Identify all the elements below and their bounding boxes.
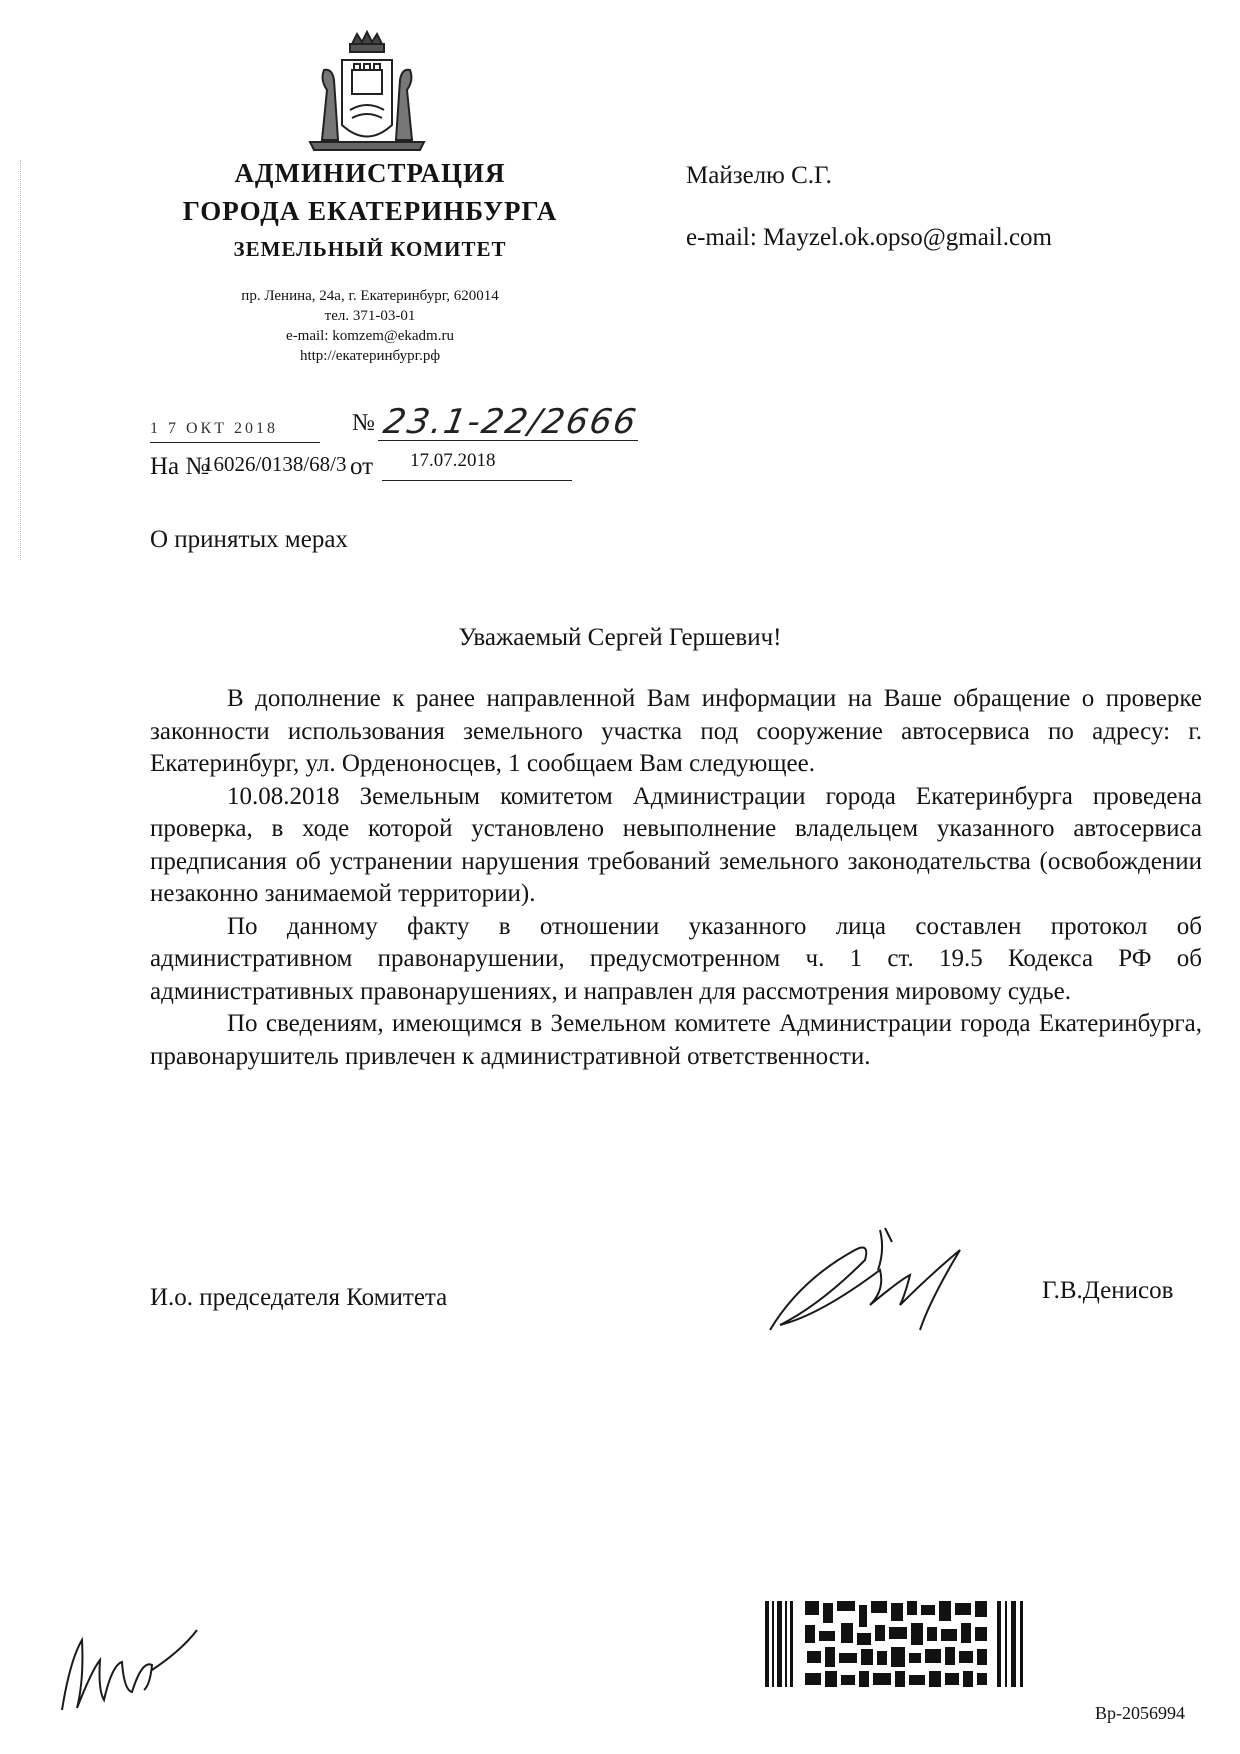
- body-paragraph: 10.08.2018 Земельным комитетом Администрации города Екатеринбурга проведена проверка, в ходе которой установлено невыполнение владельцем указанного автосервиса предписания об устранении нарушения требований земельного законодательства (освобождении незаконно занимаемой территории).: [150, 782, 1202, 907]
- outgoing-date-stamp: 1 7 ОКТ 2018: [150, 420, 278, 437]
- recipient-email: e-mail: Mayzel.ok.opso@gmail.com: [686, 224, 1052, 251]
- org-email: e-mail: komzem@ekadm.ru: [286, 328, 454, 344]
- signatory-name: Г.В.Денисов: [1042, 1277, 1174, 1304]
- letter-subject: О принятых мерах: [150, 526, 348, 553]
- reference-date-underline: [382, 480, 572, 481]
- letter-body: [150, 683, 1202, 1073]
- document-barcode: [765, 1597, 1030, 1697]
- reference-date: 17.07.2018: [410, 450, 496, 471]
- body-paragraph: В дополнение к ранее направленной Вам информации на Ваше обращение о проверке законности использования земельного участка под сооружение автосервиса по адресу: г. Екатеринбург, ул. Орденоносцев, 1 сообщаем Вам следующее.: [150, 685, 1202, 777]
- org-phone: тел. 371-03-01: [324, 308, 416, 324]
- org-department: ЗЕМЕЛЬНЫЙ КОМИТЕТ: [233, 237, 507, 261]
- org-name-line1: АДМИНИСТРАЦИЯ: [234, 158, 506, 188]
- org-address: пр. Ленина, 24а, г. Екатеринбург, 620014: [241, 288, 499, 304]
- visa-signature: [52, 1620, 202, 1720]
- date-underline: [150, 442, 320, 443]
- scan-edge-dots: [20, 160, 24, 560]
- number-label: №: [352, 410, 375, 436]
- outgoing-number: 23.1-22/2666: [380, 402, 641, 442]
- recipient-name: Майзелю С.Г.: [686, 162, 832, 189]
- org-website: http://екатеринбург.рф: [299, 348, 441, 364]
- salutation: Уважаемый Сергей Гершевич!: [458, 624, 782, 651]
- handwritten-signature: [760, 1220, 990, 1340]
- barcode-number: Вр-2056994: [1095, 1703, 1185, 1723]
- body-paragraph: По сведениям, имеющимся в Земельном комитете Администрации города Екатеринбурга, правонарушитель привлечен к административной ответственности.: [150, 1010, 1202, 1070]
- number-underline: [378, 440, 638, 441]
- org-name-line2: ГОРОДА ЕКАТЕРИНБУРГА: [182, 196, 558, 226]
- reference-label: На №: [150, 453, 210, 480]
- body-paragraph: По данному факту в отношении указанного лица составлен протокол об административном правонарушении, предусмотренном ч. 1 ст. 19.5 Кодекса РФ об административных правонарушениях, и направлен для рассмотрения мировому судье.: [150, 912, 1202, 1005]
- signatory-position: И.о. председателя Комитета: [150, 1284, 448, 1311]
- reference-from-label: от: [350, 453, 374, 480]
- reference-number: 16026/0138/68/3: [203, 452, 347, 476]
